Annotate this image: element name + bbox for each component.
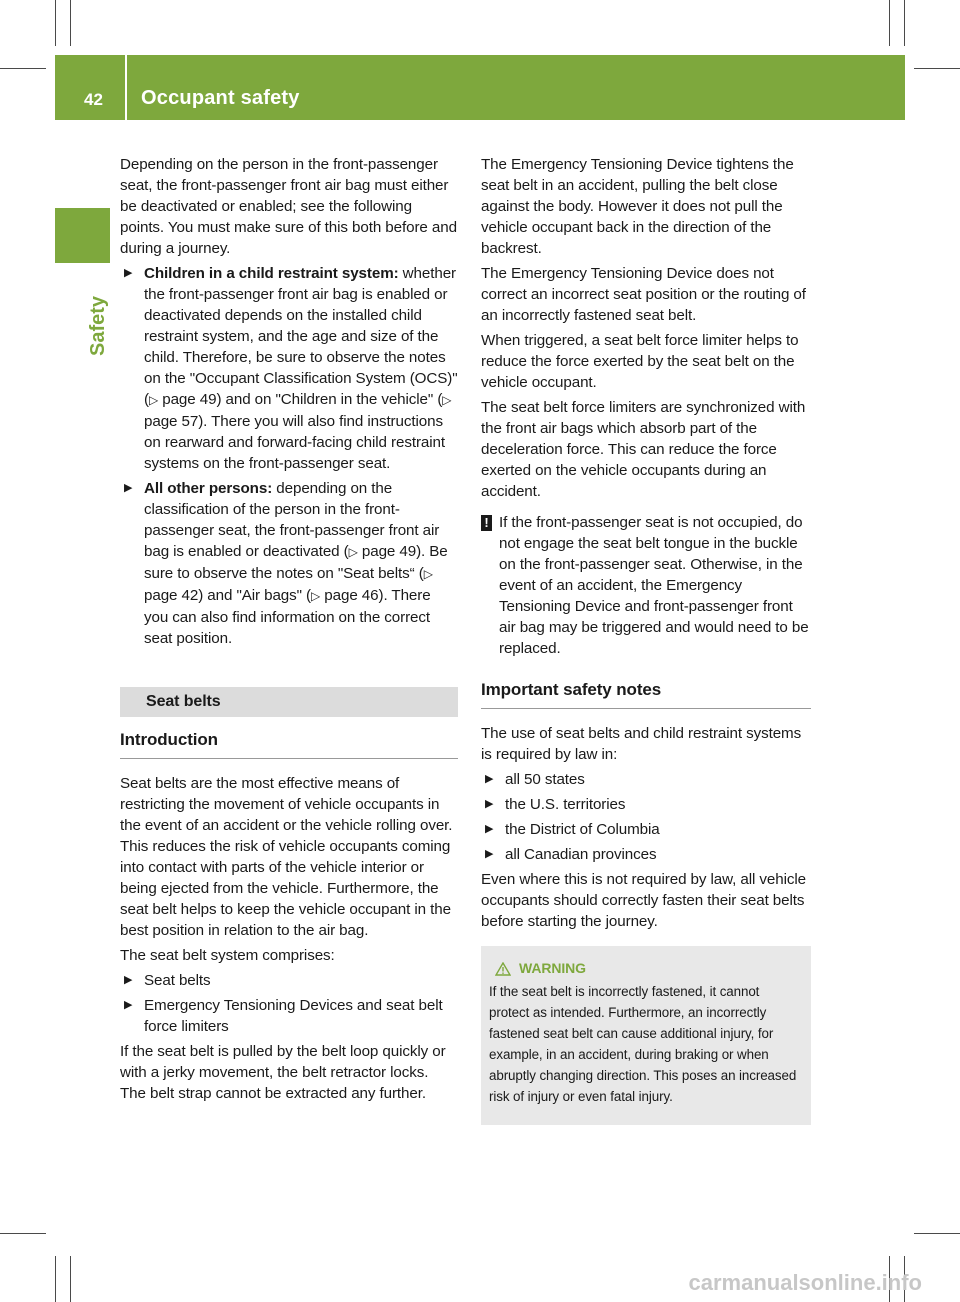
crop-mark [914, 68, 960, 69]
crop-mark [70, 0, 71, 46]
list-item [120, 478, 458, 649]
subheading-introduction: Introduction [120, 729, 458, 759]
paragraph: The use of seat belts and child restraint systems is required by law in: [481, 725, 802, 763]
list-item [120, 995, 458, 1037]
bullet-icon: ▶ [124, 267, 133, 279]
bullet-icon: ▶ [485, 848, 494, 860]
right-column [481, 154, 811, 1125]
bullet-heading: All other persons: [144, 480, 273, 497]
crop-mark [914, 1233, 960, 1234]
paragraph: The seat belt system comprises: [120, 947, 335, 964]
header-divider [125, 55, 127, 120]
paragraph: The Emergency Tensioning Device does not correct an incorrect seat position or the routing of an incorrectly fastened seat belt. [481, 265, 806, 324]
bullet-heading: Children in a child restraint system: [144, 265, 399, 282]
left-column [120, 154, 458, 1108]
page-link[interactable]: page 49 [361, 543, 417, 560]
paragraph: Even where this is not required by law, all vehicle occupants should correctly fasten their seat belts before starting the journey. [481, 871, 806, 930]
page-link[interactable]: page 46 [324, 587, 379, 604]
warning-triangle-icon [495, 962, 511, 976]
crop-mark [0, 1233, 46, 1234]
intro-paragraph: Depending on the person in the front-passenger seat, the front-passenger front air bag must either be deactivated or enabled; see the following points. You must make sure of this both before and during a journey. [120, 156, 457, 257]
section-tab [55, 208, 110, 263]
page-link[interactable]: page 42 [144, 587, 199, 604]
bullet-text: ) and on "Children in the vehicle" ( [216, 391, 443, 408]
triangle-right-icon: ▷ [423, 567, 433, 581]
paragraph: The seat belt force limiters are synchronized with the front air bags which absorb part of the deceleration force. This can reduce the force exerted on the vehicle occupants during an accident. [481, 399, 806, 500]
section-label: Safety [87, 295, 109, 357]
bullet-icon: ▶ [485, 773, 494, 785]
triangle-right-icon: ▷ [148, 393, 159, 407]
crop-mark [70, 1256, 71, 1302]
list-item-text: all 50 states [505, 771, 585, 788]
crop-mark [904, 0, 905, 46]
bullet-icon: ▶ [485, 823, 494, 835]
list-item-text: Emergency Tensioning Devices and seat belt force limiters [144, 997, 443, 1035]
bullet-icon: ▶ [124, 482, 133, 494]
bullet-text: ) and "Air bags" ( [198, 587, 312, 604]
crop-mark [889, 0, 890, 46]
bullet-text: ). Be sure to observe the notes on "Seat belts“ ( [144, 543, 448, 582]
paragraph: When triggered, a seat belt force limiter helps to reduce the force exerted by the seat belt on the vehicle occupant. [481, 332, 799, 391]
notice-text: If the front-passenger seat is not occupied, do not engage the seat belt tongue in the buckle on the front-passenger seat. Otherwise, in the event of an accident, the Emergency Tensioning Device and front-passenger front air bag may be triggered and would need to be replaced. [499, 514, 809, 657]
bullet-text: depending on the classification of the person in the front-passenger seat, the front-passenger front air bag is enabled or deactivated ( [144, 480, 440, 560]
exclamation-icon: ! [481, 515, 492, 531]
bullet-text: ). There you can also find information on the correct seat position. [144, 587, 431, 647]
crop-mark [55, 1256, 56, 1302]
warning-text: If the seat belt is incorrectly fastened, it cannot protect as intended. Furthermore, an incorrectly fastened seat belt can cause additional injury, for example, in an accident, during braking or when abruptly changing direction. This poses an increased risk of injury or even fatal injury. [489, 984, 797, 1104]
list-item [481, 794, 811, 815]
bullet-text: ). There you will also find instructions on rearward and forward-facing child restraint systems on the front-passenger seat. [144, 413, 445, 472]
list-item-text: the District of Columbia [505, 821, 660, 838]
warning-header [495, 958, 803, 979]
crop-mark [55, 0, 56, 46]
watermark: carmanualsonline.info [688, 1270, 922, 1295]
subheading-safety-notes: Important safety notes [481, 679, 811, 709]
triangle-right-icon: ▷ [442, 393, 452, 407]
paragraph: If the seat belt is pulled by the belt loop quickly or with a jerky movement, the belt retractor locks. The belt strap cannot be extracted any further. [120, 1043, 446, 1102]
page-number: 42 [84, 90, 103, 109]
paragraph: The Emergency Tensioning Device tightens the seat belt in an accident, pulling the belt close against the body. However it does not pull the vehicle occupant back in the direction of the backrest. [481, 156, 794, 257]
notice [481, 512, 811, 659]
paragraph: Seat belts are the most effective means of restricting the movement of vehicle occupants in the event of an accident or the vehicle rolling over. This reduces the risk of vehicle occupants coming into contact with parts of the vehicle interior or being ejected from the vehicle. Furthermore, the seat belt helps to keep the vehicle occupant in the best position in relation to the air bag. [120, 775, 453, 939]
page-link[interactable]: page 57 [144, 413, 199, 430]
list-item [120, 263, 458, 474]
bullet-icon: ▶ [485, 798, 494, 810]
list-item-text: all Canadian provinces [505, 846, 657, 863]
warning-box [481, 946, 811, 1125]
list-item-text: Seat belts [144, 972, 211, 989]
bullet-text: whether the front-passenger front air bag is enabled or deactivated depends on the installed child restraint system, and the age and size of the child. Therefore, be sure to observe the notes on the "Occupant Classification System (OCS)" ( [144, 265, 458, 408]
triangle-right-icon: ▷ [311, 589, 321, 603]
bullet-icon: ▶ [124, 999, 133, 1011]
section-banner: Seat belts [120, 687, 458, 717]
page-title: Occupant safety [141, 87, 300, 109]
triangle-right-icon: ▷ [348, 545, 358, 559]
crop-mark [0, 68, 46, 69]
list-item [481, 844, 811, 865]
page-link[interactable]: page 49 [162, 391, 217, 408]
list-item-text: the U.S. territories [505, 796, 626, 813]
list-item [120, 970, 458, 991]
bullet-icon: ▶ [124, 974, 133, 986]
list-item [481, 819, 811, 840]
list-item [481, 769, 811, 790]
warning-title: WARNING [519, 960, 586, 976]
